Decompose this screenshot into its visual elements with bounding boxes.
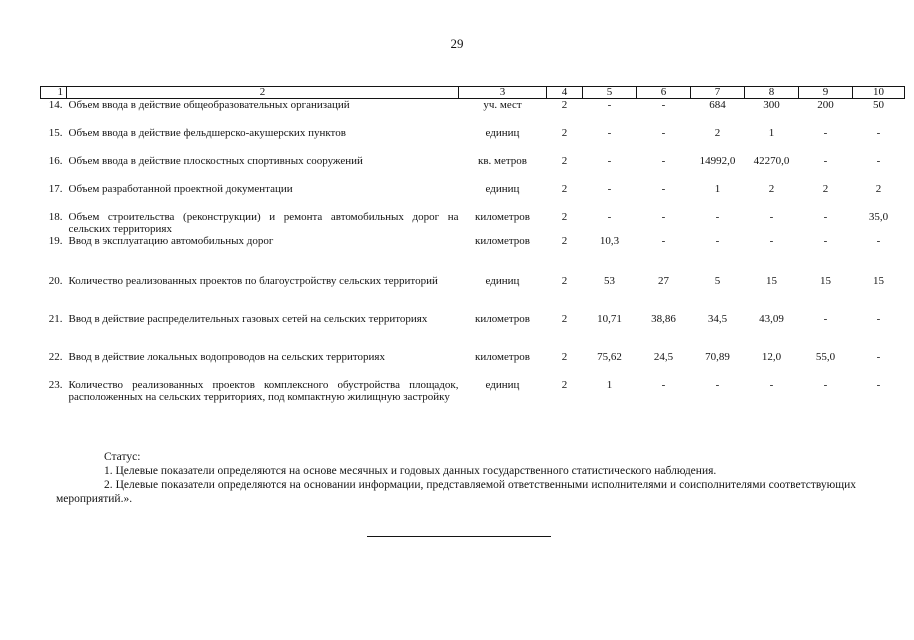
indicator-name: Количество реализованных проектов по благоустройству сельских территорий	[68, 275, 438, 287]
value-cell: 1	[714, 183, 721, 195]
value-cell: 10,3	[599, 235, 620, 247]
value-cell: -	[607, 211, 612, 223]
value-cell: 2	[561, 235, 568, 247]
row-number: 17.	[48, 183, 63, 195]
value-cell: 2	[561, 183, 568, 195]
indicator-name: Объем разработанной проектной документации	[68, 183, 293, 195]
value-cell: 2	[561, 127, 568, 139]
value-cell: -	[769, 379, 774, 391]
value-cell: -	[876, 351, 881, 363]
row-number: 19.	[48, 235, 63, 247]
row-number: 15.	[48, 127, 63, 139]
note-item: 2. Целевые показатели определяются на основании информации, представляемой ответственными исполнителями и соисполнителями соответствующих мероприятий.».	[56, 479, 856, 505]
value-cell: 2	[561, 99, 568, 111]
value-cell: -	[607, 127, 612, 139]
value-cell: -	[823, 155, 828, 167]
value-cell: 2	[768, 183, 775, 195]
value-cell: 38,86	[651, 313, 676, 325]
value-cell: -	[823, 127, 828, 139]
value-cell: -	[769, 211, 774, 223]
value-cell: 300	[763, 99, 780, 111]
indicator-name: Объем ввода в действие плоскостных спортивных сооружений	[68, 155, 363, 167]
column-number-header: 5	[583, 87, 637, 99]
unit-cell: километров	[475, 313, 530, 325]
column-number-header: 10	[853, 87, 905, 99]
value-cell: -	[876, 379, 881, 391]
value-cell: 2	[875, 183, 882, 195]
value-cell: -	[661, 99, 666, 111]
row-number: 20.	[48, 275, 63, 287]
value-cell: 55,0	[815, 351, 836, 363]
column-number-header: 6	[637, 87, 691, 99]
value-cell: 34,5	[707, 313, 728, 325]
value-cell: 2	[561, 275, 568, 287]
value-cell: 35,0	[868, 211, 889, 223]
value-cell: 2	[714, 127, 721, 139]
table-row	[41, 183, 905, 211]
value-cell: 2	[561, 313, 568, 325]
value-cell: -	[876, 155, 881, 167]
notes-section	[56, 450, 856, 506]
value-cell: 2	[561, 211, 568, 223]
column-number-header: 1	[41, 87, 67, 99]
unit-cell: уч. мест	[483, 99, 522, 111]
table-row	[41, 351, 905, 379]
value-cell: 70,89	[705, 351, 730, 363]
value-cell: 2	[561, 155, 568, 167]
unit-cell: единиц	[485, 183, 520, 195]
value-cell: -	[661, 379, 666, 391]
page-number: 29	[450, 36, 464, 51]
table-row	[41, 127, 905, 155]
value-cell: 43,09	[759, 313, 784, 325]
value-cell: 75,62	[597, 351, 622, 363]
unit-cell: кв. метров	[477, 155, 528, 167]
value-cell: -	[823, 313, 828, 325]
value-cell: 15	[820, 275, 831, 287]
row-number: 23.	[48, 379, 63, 391]
indicators-table	[40, 86, 905, 427]
row-number: 21.	[48, 313, 63, 325]
column-number-header-row	[41, 87, 905, 99]
column-number-header: 8	[745, 87, 799, 99]
indicator-name: Ввод в действие распределительных газовых сетей на сельских территориях	[68, 313, 428, 325]
value-cell: 14992,0	[699, 155, 736, 167]
unit-cell: километров	[475, 235, 530, 247]
value-cell: 15	[766, 275, 777, 287]
value-cell: -	[661, 127, 666, 139]
table-row	[41, 379, 905, 427]
table-row	[41, 155, 905, 183]
unit-cell: километров	[475, 211, 530, 223]
value-cell: -	[607, 99, 612, 111]
column-number-header: 4	[547, 87, 583, 99]
value-cell: 1	[768, 127, 775, 139]
value-cell: -	[661, 183, 666, 195]
table-row	[41, 99, 905, 128]
column-number-header: 7	[691, 87, 745, 99]
value-cell: 2	[822, 183, 829, 195]
value-cell: 24,5	[653, 351, 674, 363]
value-cell: -	[607, 155, 612, 167]
value-cell: 5	[714, 275, 721, 287]
column-number-header: 9	[799, 87, 853, 99]
indicator-name: Ввод в эксплуатацию автомобильных дорог	[68, 235, 274, 247]
value-cell: 10,71	[597, 313, 622, 325]
unit-cell: единиц	[485, 379, 520, 391]
value-cell: -	[823, 211, 828, 223]
table-row	[41, 313, 905, 351]
column-number-header: 2	[67, 87, 459, 99]
indicator-name: Количество реализованных проектов комплексного обустройства площадок, расположенных на сельских территориях, под компактную жилищную застройку	[68, 379, 459, 403]
value-cell: -	[661, 235, 666, 247]
row-number: 14.	[48, 99, 63, 111]
value-cell: -	[876, 127, 881, 139]
indicator-name: Ввод в действие локальных водопроводов на сельских территориях	[68, 351, 385, 363]
indicator-name: Объем ввода в действие общеобразовательных организаций	[68, 99, 350, 111]
value-cell: 684	[709, 99, 726, 111]
value-cell: -	[661, 155, 666, 167]
value-cell: -	[715, 211, 720, 223]
table-row	[41, 211, 905, 235]
separator-line	[367, 536, 551, 537]
value-cell: 53	[604, 275, 615, 287]
value-cell: -	[876, 313, 881, 325]
value-cell: 200	[817, 99, 834, 111]
column-number-header: 3	[459, 87, 547, 99]
notes-status-heading: Статус:	[104, 451, 141, 463]
value-cell: 50	[873, 99, 884, 111]
unit-cell: единиц	[485, 275, 520, 287]
table-row	[41, 235, 905, 275]
value-cell: -	[823, 379, 828, 391]
indicator-name: Объем ввода в действие фельдшерско-акушерских пунктов	[68, 127, 346, 139]
value-cell: 27	[658, 275, 669, 287]
indicator-name: Объем строительства (реконструкции) и ремонта автомобильных дорог на сельских территориях	[68, 211, 459, 235]
value-cell: 2	[561, 379, 568, 391]
row-number: 18.	[48, 211, 63, 223]
value-cell: 12,0	[761, 351, 782, 363]
value-cell: -	[823, 235, 828, 247]
row-number: 22.	[48, 351, 63, 363]
note-item: 1. Целевые показатели определяются на основе месячных и годовых данных государственного статистического наблюдения.	[104, 465, 717, 477]
unit-cell: единиц	[485, 127, 520, 139]
value-cell: 1	[606, 379, 613, 391]
value-cell: -	[607, 183, 612, 195]
value-cell: -	[661, 211, 666, 223]
value-cell: 42270,0	[753, 155, 790, 167]
table-row	[41, 275, 905, 313]
value-cell: 15	[873, 275, 884, 287]
unit-cell: километров	[475, 351, 530, 363]
value-cell: -	[876, 235, 881, 247]
value-cell: -	[769, 235, 774, 247]
value-cell: 2	[561, 351, 568, 363]
row-number: 16.	[48, 155, 63, 167]
value-cell: -	[715, 235, 720, 247]
value-cell: -	[715, 379, 720, 391]
